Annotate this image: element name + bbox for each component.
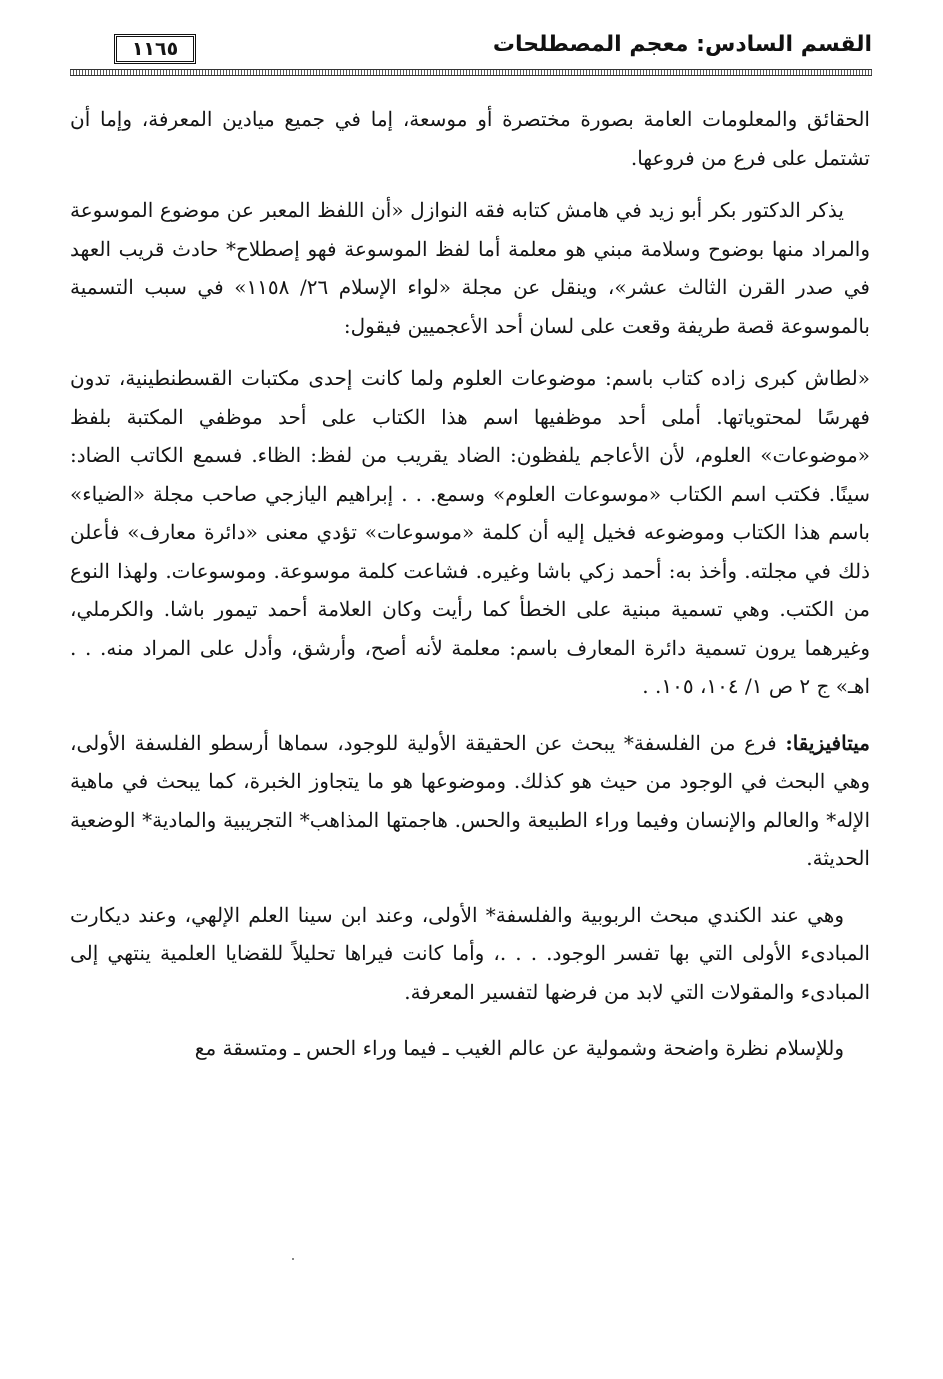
page-header (70, 28, 872, 76)
paragraph: وهي عند الكندي مبحث الربوبية والفلسفة* الأولى، وعند ابن سينا العلم الإلهي، وعند ديكارت المبادىء الأولى التي بها تفسر الوجود. . . .، وأما كانت فيراها تحليلاً للقضايا العلمية ينتهي إلى المبادىء والمقولات التي لابد من فرضها لتفسير المعرفة. (70, 902, 870, 1004)
paragraph: الحقائق والمعلومات العامة بصورة مختصرة أو موسعة، إما في جميع ميادين المعرفة، وإما أن تشتمل على فرع من فروعها. (70, 107, 870, 170)
entry-term: ميتافيزيقا: (785, 730, 870, 755)
page-body (70, 100, 870, 1086)
scan-speck (292, 1258, 294, 1260)
page-number: ١١٦٥ (114, 34, 196, 64)
header-divider (70, 69, 872, 76)
paragraph: وللإسلام نظرة واضحة وشمولية عن عالم الغيب ـ فيما وراء الحس ـ ومتسقة مع (194, 1036, 844, 1060)
quoted-paragraph: «لطاش كبرى زاده كتاب باسم: موضوعات العلوم ولما كانت إحدى مكتبات القسطنطينية، تدون فهرسًا لمحتوياتها. أملى أحد موظفيها اسم هذا الكتاب على أحد موظفي المكتبة بلفظ «موضوعات» العلوم، لأن الأعاجم يلفظون: الضاد يقريب من لفظ: الظاء. فسمع الكاتب الضاد: سينًا. فكتب اسم الكتاب «موسوعات العلوم» وسمع. . . إبراهيم اليازجي صاحب مجلة «الضياء» باسم هذا الكتاب وموضوعه فخيل إليه أن كلمة «موسوعات» تؤدي معنى «دائرة معارف» فأعلن ذلك في مجلته. وأخذ به: أحمد زكي باشا وغيره. فشاعت كلمة موسوعة. وموسوعات. ولهذا النوع من الكتب. وهي تسمية مبنية على الخطأ كما رأيت وكان العلامة أحمد تيمور باشا. والكرملي، وغيرهما يرون تسمية دائرة المعارف باسم: معلمة لأنه أصح، وأرشق، وأدل على المراد منه. . . اهـ» ج ٢ ص ١/ ١٠٤، ١٠٥. . (70, 366, 870, 698)
paragraph: يذكر الدكتور بكر أبو زيد في هامش كتابه فقه النوازل «أن اللفظ المعبر عن موضوع الموسوعة والمراد منها بوضوح وسلامة مبني هو معلمة أما لفظ الموسوعة فهو إصطلاح* حادث قريب العهد في صدر القرن الثالث عشر»، وينقل عن مجلة «لواء الإسلام ٢٦/ ١١٥٨» في سبب التسمية بالموسوعة قصة طريفة وقعت على لسان أحد الأعجميين فيقول: (70, 198, 870, 338)
section-title: القسم السادس: معجم المصطلحات (492, 32, 872, 57)
glossary-entry (70, 724, 870, 878)
entry-definition: فرع من الفلسفة* يبحث عن الحقيقة الأولية للوجود، سماها أرسطو الفلسفة الأولى، وهي البحث في الوجود من حيث هو كذلك. وموضوعها هو ما يتجاوز الخبرة، كما يبحث في ماهية الإله* والعالم والإنسان وفيما وراء الطبيعة والحس. هاجمتها المذاهب* التجريبية والمادية* الوضعية الحديثة. (70, 730, 870, 870)
